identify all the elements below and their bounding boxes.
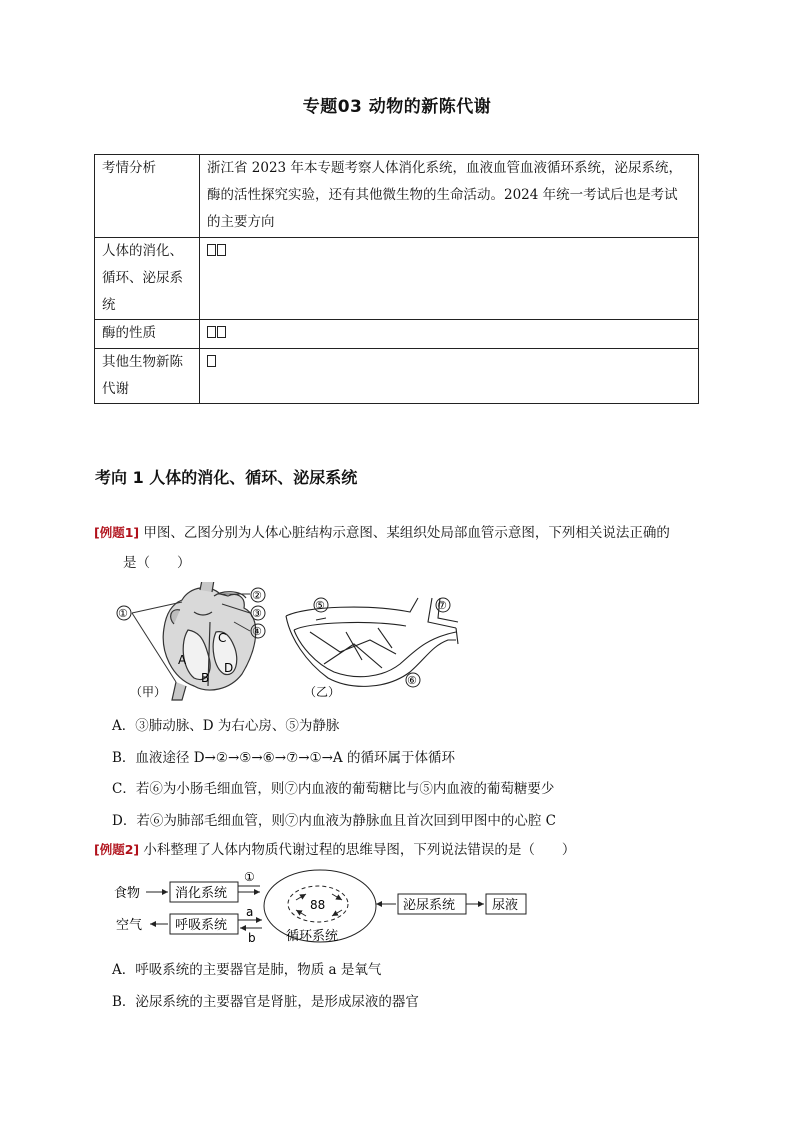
example2-tag: [例题2] (94, 842, 140, 857)
table-row-content (200, 238, 699, 320)
vessel-illustration (286, 598, 458, 686)
table-row-label: 其他生物新陈代谢 (95, 349, 200, 404)
table-row-label: 人体的消化、循环、泌尿系统 (95, 238, 200, 320)
label-3: ③ (252, 607, 262, 620)
heart-illustration (163, 582, 256, 700)
table-row-content (200, 349, 699, 404)
example1-tag: [例题1] (94, 525, 140, 540)
urine-box: 尿液 (492, 898, 519, 913)
caption-yi: （乙） (304, 685, 341, 699)
placeholder-glyph-icon (207, 326, 216, 338)
table-row-content (200, 320, 699, 349)
placeholder-glyph-icon (207, 355, 216, 367)
example1-stem-cont: 是（ ） (123, 555, 191, 571)
label-B: B (201, 671, 210, 685)
center-glyph: 88 (310, 898, 326, 912)
label-A: A (178, 653, 187, 667)
placeholder-glyph-icon (217, 326, 226, 338)
placeholder-glyph-icon (217, 244, 226, 256)
table-row-label: 考情分析 (95, 155, 200, 238)
urinary-system-box: 泌尿系统 (403, 898, 456, 913)
table-row (95, 349, 699, 404)
table-row-label: 酶的性质 (95, 320, 200, 349)
table-row (95, 238, 699, 320)
digestive-system-box: 消化系统 (175, 886, 228, 901)
section-title: 考向 1 人体的消化、循环、泌尿系统 (95, 468, 358, 487)
example1-stem-text: 甲图、乙图分别为人体心脏结构示意图、某组织处局部血管示意图，下列相关说法正确的 (143, 525, 670, 541)
example1-stem (94, 519, 704, 547)
analysis-table (94, 154, 699, 404)
label-1: ① (118, 607, 128, 620)
label-4: ④ (252, 625, 262, 638)
example2-option-a: A．呼吸系统的主要器官是肺，物质 a 是氧气 (112, 962, 382, 978)
example1-option-a: A．③肺动脉、D 为右心房、⑤为静脉 (112, 718, 340, 734)
heart-and-vessel-figure (110, 582, 470, 704)
metabolism-diagram (110, 866, 530, 948)
label-6: ⑥ (407, 674, 417, 687)
table-row (95, 155, 699, 238)
placeholder-glyph-icon (207, 244, 216, 256)
example2-stem (94, 836, 704, 864)
example1-option-d: D．若⑥为肺部毛细血管，则⑦内血液为静脉血且首次回到甲图中的心腔 C (112, 813, 556, 829)
label-circle-1: ① (244, 870, 255, 884)
page-title: 专题03 动物的新陈代谢 (302, 97, 492, 117)
caption-jia: （甲） (130, 685, 167, 699)
label-7: ⑦ (437, 599, 447, 612)
label-a: a (246, 905, 254, 919)
circulatory-system-label: 循环系统 (286, 929, 339, 944)
example1-option-c: C．若⑥为小肠毛细血管，则⑦内血液的葡萄糖比与⑤内血液的葡萄糖要少 (112, 781, 555, 797)
label-D: D (224, 661, 234, 675)
label-b: b (248, 931, 256, 945)
respiratory-system-box: 呼吸系统 (175, 918, 228, 933)
label-C: C (218, 631, 227, 645)
example2-option-b: B．泌尿系统的主要器官是肾脏，是形成尿液的器官 (112, 994, 419, 1010)
example1-option-b: B．血液途径 D→②→⑤→⑥→⑦→①→A 的循环属于体循环 (112, 750, 455, 766)
label-2: ② (252, 589, 262, 602)
food-label: 食物 (114, 886, 141, 901)
table-row-content: 浙江省 2023 年本专题考察人体消化系统，血液血管血液循环系统，泌尿系统，酶的活性探究实验，还有其他微生物的生命活动。2024 年统一考试后也是考试的主要方向 (200, 155, 699, 238)
example2-stem-text: 小科整理了人体内物质代谢过程的思维导图，下列说法错误的是（ ） (143, 842, 576, 858)
table-row (95, 320, 699, 349)
label-5: ⑤ (315, 599, 325, 612)
air-label: 空气 (116, 918, 143, 933)
